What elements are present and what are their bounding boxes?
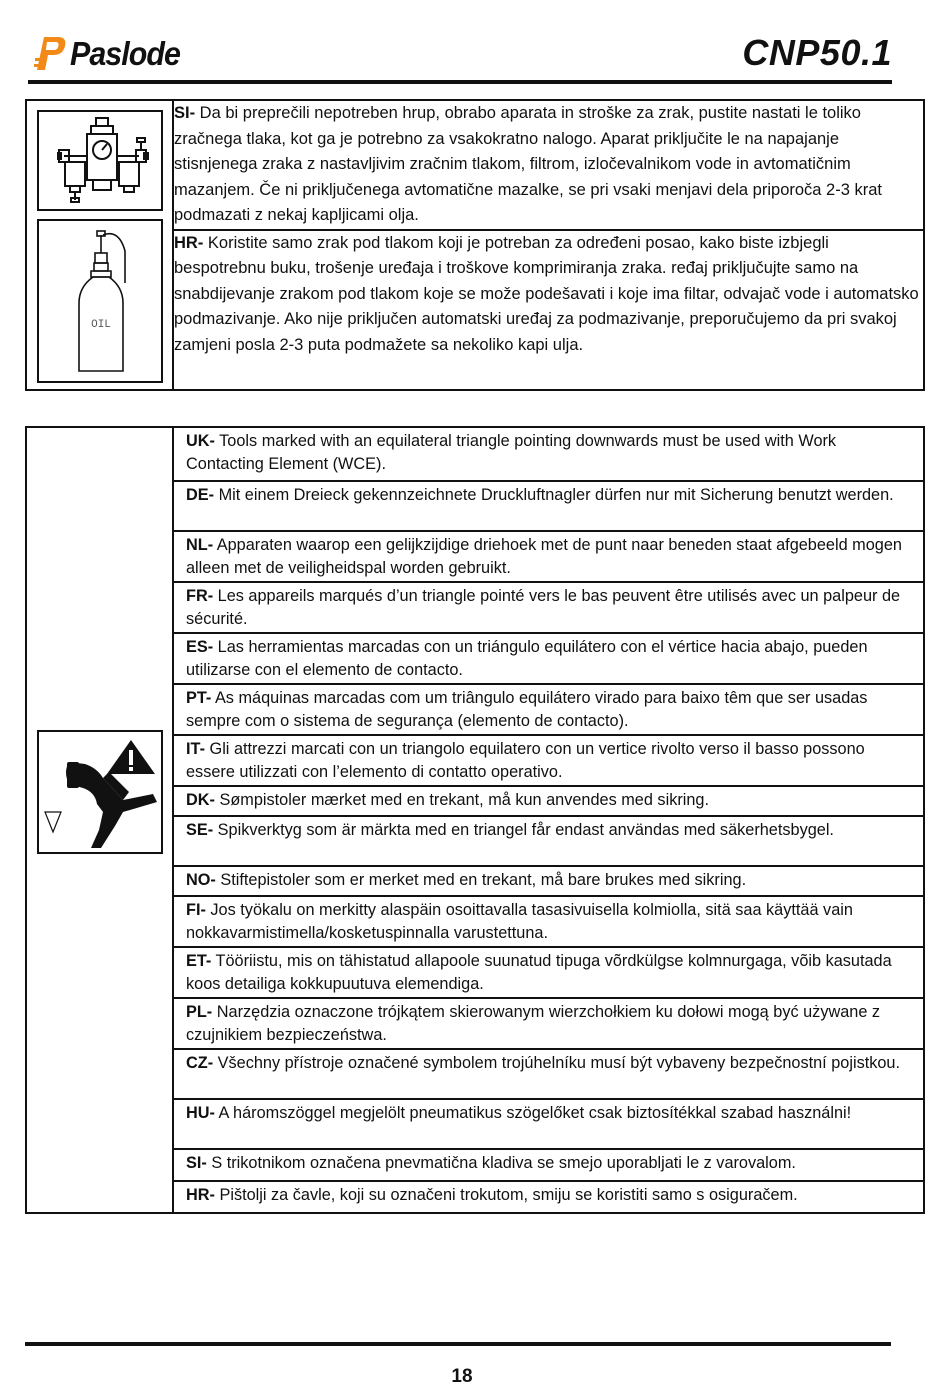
lang-code: FI-	[186, 901, 206, 919]
wce-item-se	[173, 816, 924, 866]
lang-code: UK-	[186, 432, 215, 450]
nailer-icon	[39, 732, 161, 852]
downward-triangle-icon	[45, 812, 61, 832]
lang-code: DK-	[186, 791, 215, 809]
oil-bottle-icon-frame	[37, 219, 163, 383]
lang-code: SE-	[186, 821, 214, 839]
wce-item-dk	[173, 786, 924, 816]
item-text: As máquinas marcadas com um triângulo equilátero virado para baixo têm que ser usadas sempre com o sistema de segurança (elemento de contacto).	[186, 689, 868, 730]
item-text: Koristite samo zrak pod tlakom koji je potreban za određeni posao, kako biste izbjegli bespotrebnu buku, trošenje uređaja i troškove komprimiranja zraka. ređaj priključujte samo na snabdijevanje zrakom pod tlakom koje se može podešavati i koje ima filtar, odvajač vode i automatsko podmazivanje. Ako nije priključen automatski uređaj za podmazivanje, preporučujemo da pri svakoj zamjeni posla 2-3 puta podmažete sa nekoliko kapi ulja.	[174, 233, 919, 354]
item-text: Všechny přístroje označené symbolem trojúhelníku musí být vybaveny bezpečnostní pojistkou.	[213, 1054, 901, 1072]
lang-code: HR-	[174, 233, 204, 252]
wce-item-si	[173, 1149, 924, 1181]
wce-item-cz	[173, 1049, 924, 1099]
wce-item-fi	[173, 896, 924, 947]
wce-item-uk	[173, 427, 924, 481]
item-text: Gli attrezzi marcati con un triangolo equilatero con un vertice rivolto verso il basso possono essere utilizzati con l’elemento di contatto operativo.	[186, 740, 865, 781]
wce-item-it	[173, 735, 924, 786]
header-divider	[28, 80, 892, 84]
air-regulator-icon	[39, 112, 161, 209]
lang-code: HR-	[186, 1186, 215, 1204]
wce-item-no	[173, 866, 924, 896]
item-text: Sømpistoler mærket med en trekant, må kun anvendes med sikring.	[214, 791, 710, 809]
page-header	[28, 26, 892, 84]
warning-triangle-icon	[107, 740, 155, 774]
wce-item-pt	[173, 684, 924, 735]
lang-code: NL-	[186, 536, 214, 554]
oil-label: OIL	[91, 319, 111, 331]
air-supply-icons	[26, 100, 173, 390]
wce-item-de	[173, 481, 924, 531]
page-number: 18	[451, 1366, 473, 1387]
brand-name: Paslode	[70, 35, 180, 72]
air-supply-item-si	[173, 100, 924, 230]
wce-table	[25, 426, 925, 1214]
lang-code: SI-	[186, 1154, 207, 1172]
lang-code: CZ-	[186, 1054, 214, 1072]
lang-code: ES-	[186, 638, 214, 656]
item-text: Tools marked with an equilateral triangle pointing downwards must be used with Work Contacting Element (WCE).	[186, 432, 837, 473]
nailer-icon-frame	[37, 730, 163, 854]
item-text: Las herramientas marcadas con un triángulo equilátero con el vértice hacia abajo, pueden utilizarse con el elemento de contacto.	[186, 638, 868, 679]
wce-item-pl	[173, 998, 924, 1049]
wce-item-nl	[173, 531, 924, 582]
air-regulator-icon-frame	[37, 110, 163, 211]
item-text: Mit einem Dreieck gekennzeichnete Druckluftnagler dürfen nur mit Sicherung benutzt werden.	[214, 486, 894, 504]
air-supply-item-hr	[173, 230, 924, 391]
lang-code: PT-	[186, 689, 212, 707]
lang-code: DE-	[186, 486, 215, 504]
wce-item-fr	[173, 582, 924, 633]
brand-logo	[34, 34, 190, 74]
model-number: CNP50.1	[742, 32, 892, 73]
item-text: Tööriistu, mis on tähistatud allapoole suunatud tipuga võrdkülgse kolmnurgaga, võib kasutada koos detailiga kokkupuutuva elemendiga.	[186, 952, 892, 993]
footer-divider	[25, 1342, 891, 1346]
item-text: A háromszöggel megjelölt pneumatikus szögelőket csak biztosítékkal szabad használni!	[214, 1104, 852, 1122]
lang-code: FR-	[186, 587, 214, 605]
lang-code: IT-	[186, 740, 205, 758]
item-text: Narzędzia oznaczone trójkątem skierowanym wierzchołkiem ku dołowi mogą być używane z czujnikiem bezpieczeństwa.	[186, 1003, 881, 1044]
lang-code: ET-	[186, 952, 212, 970]
lang-code: HU-	[186, 1104, 215, 1122]
wce-item-hr	[173, 1181, 924, 1213]
item-text: Pištolji za čavle, koji su označeni trokutom, smiju se koristiti samo s osiguračem.	[214, 1186, 798, 1204]
oil-bottle-icon	[39, 221, 161, 381]
item-text: Da bi preprečili nepotreben hrup, obrabo aparata in stroške za zrak, pustite nastati le toliko zračnega tlaka, kot ga je potrebno za vsakokratno nalogo. Aparat priključite le na napajanje stisnjenega zraka z nastavljivim zračnim tlakom, filtrom, izločevalnikom vode in avtomatičnim mazanjem. Če ni priključenega avtomatične mazalke, se pri vsaki menjavi dela priporoča 2-3 krat podmazati z nekaj kapljicami olja.	[174, 104, 882, 224]
item-text: Spikverktyg som är märkta med en triangel får endast användas med säkerhetsbygel.	[213, 821, 834, 839]
wce-icons	[26, 427, 173, 1213]
wce-item-es	[173, 633, 924, 684]
item-text: Stiftepistoler som er merket med en trekant, må bare brukes med sikring.	[215, 871, 747, 889]
wce-item-et	[173, 947, 924, 998]
lang-code: NO-	[186, 871, 216, 889]
item-text: Apparaten waarop een gelijkzijdige driehoek met de punt naar beneden staat afgebeeld mogen alleen met de veiligheidspal worden gebruikt.	[186, 536, 902, 577]
item-text: Jos työkalu on merkitty alaspäin osoittavalla tasasivuisella kolmiolla, sitä saa käyttää vain nokkavarmistimella/kosketuspinnalla varustettuna.	[186, 901, 853, 942]
wce-item-hu	[173, 1099, 924, 1149]
paslode-logo-icon	[34, 34, 68, 74]
item-text: S trikotnikom označena pnevmatična kladiva se smejo uporabljati le z varovalom.	[206, 1154, 796, 1172]
item-text: Les appareils marqués d’un triangle pointé vers le bas peuvent être utilisés avec un palpeur de sécurité.	[186, 587, 901, 628]
lang-code: PL-	[186, 1003, 213, 1021]
lang-code: SI-	[174, 104, 196, 122]
air-supply-table	[25, 99, 925, 391]
